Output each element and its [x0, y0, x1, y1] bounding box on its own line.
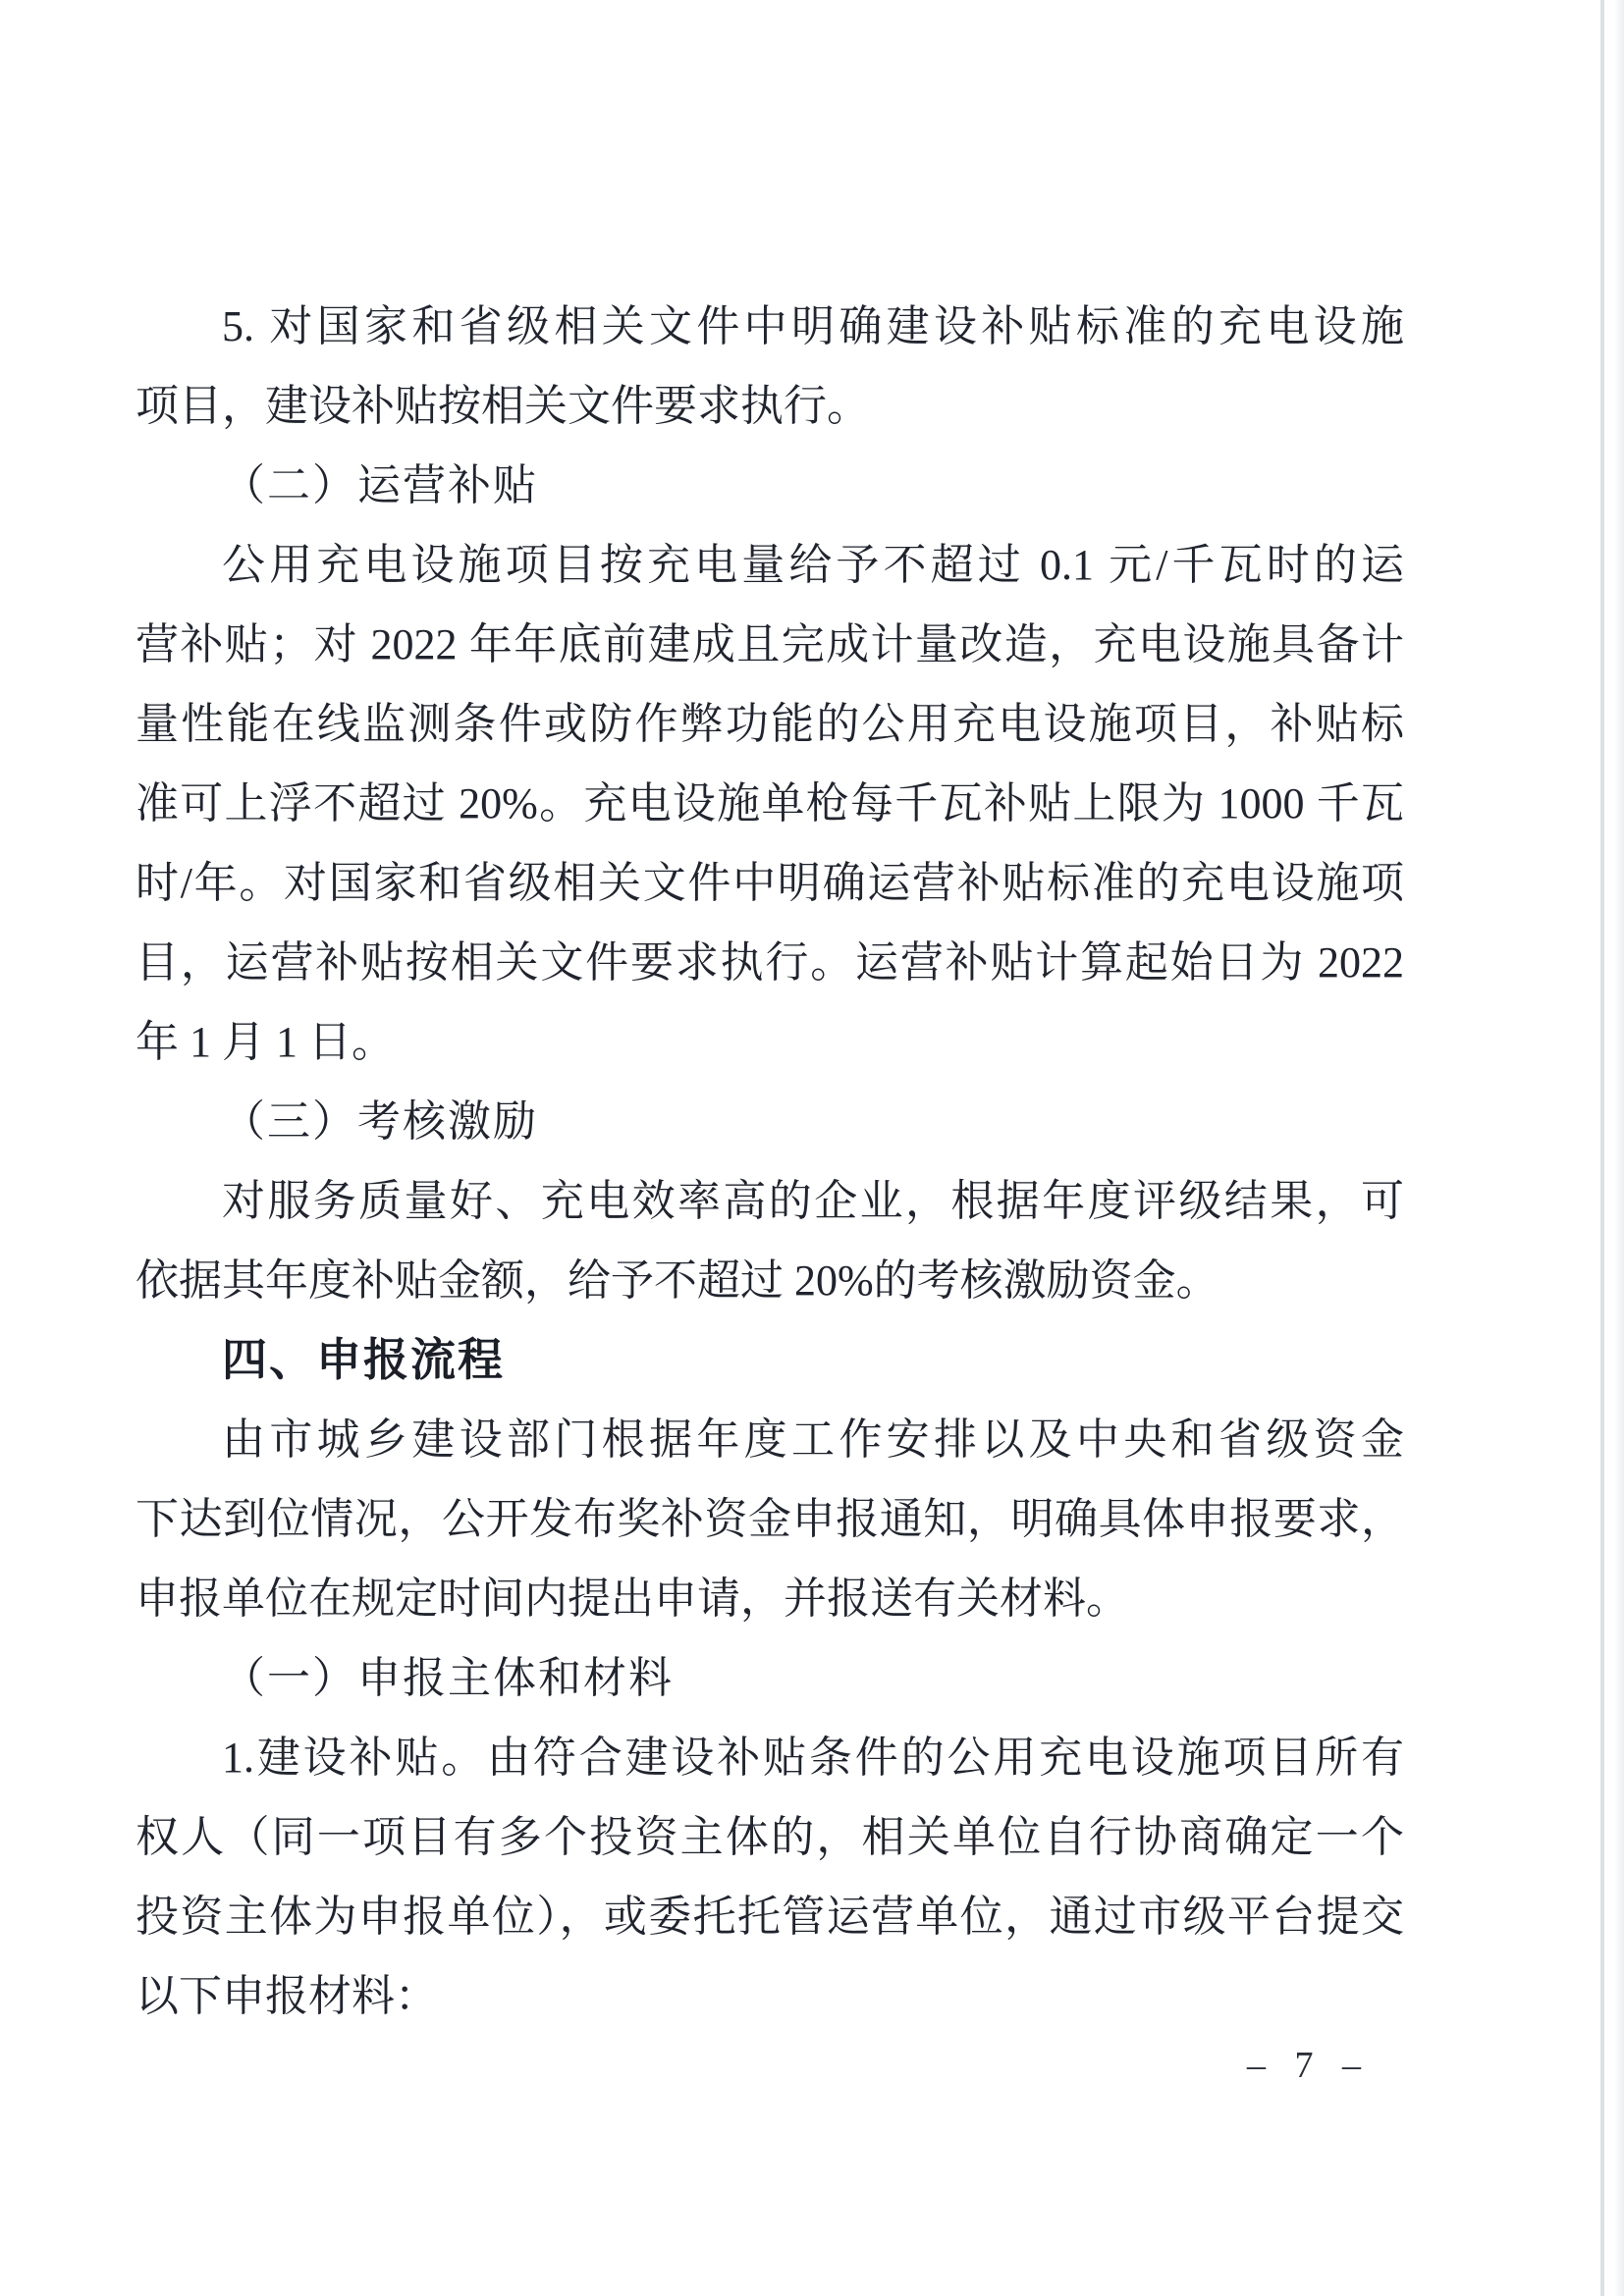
text-line: 5. 对国家和省级相关文件中明确建设补贴标准的充电设施 [222, 302, 1404, 350]
text-line: 时/年。对国家和省级相关文件中明确运营补贴标准的充电设施项 [135, 859, 1404, 907]
text-line: （一）申报主体和材料 [222, 1654, 674, 1702]
page-number: – 7 – [1247, 2045, 1371, 2086]
text-line: 由市城乡建设部门根据年度工作安排以及中央和省级资金 [222, 1415, 1404, 1464]
text-line: 投资主体为申报单位），或委托托管运营单位，通过市级平台提交 [135, 1893, 1404, 1941]
scan-artifact-line [1600, 0, 1604, 2296]
text-line: 四、申报流程 [222, 1334, 505, 1385]
text-line: 年 1 月 1 日。 [135, 1018, 395, 1066]
text-line: （二）运营补贴 [222, 461, 538, 509]
text-line: 下达到位情况，公开发布奖补资金申报通知，明确具体申报要求， [135, 1495, 1404, 1543]
text-line: 目，运营补贴按相关文件要求执行。运营补贴计算起始日为 2022 [135, 938, 1404, 987]
text-line: （三）考核激励 [222, 1097, 538, 1146]
text-line: 1.建设补贴。由符合建设补贴条件的公用充电设施项目所有 [222, 1734, 1404, 1782]
document-body [135, 287, 1404, 2036]
text-line: 申报单位在规定时间内提出申请，并报送有关材料。 [135, 1575, 1129, 1623]
text-line: 营补贴；对 2022 年年底前建成且完成计量改造，充电设施具备计 [135, 620, 1404, 668]
text-line: 对服务质量好、充电效率高的企业，根据年度评级结果，可 [222, 1177, 1404, 1225]
text-line: 权人（同一项目有多个投资主体的，相关单位自行协商确定一个 [135, 1813, 1404, 1861]
text-line: 依据其年度补贴金额，给予不超过 20%的考核激励资金。 [135, 1256, 1219, 1305]
text-line: 公用充电设施项目按充电量给予不超过 0.1 元/千瓦时的运 [222, 541, 1404, 589]
text-line: 以下申报材料： [135, 1972, 438, 2020]
text-line: 项目，建设补贴按相关文件要求执行。 [135, 382, 870, 430]
text-line: 准可上浮不超过 20%。充电设施单枪每千瓦补贴上限为 1000 千瓦 [135, 779, 1404, 828]
text-line: 量性能在线监测条件或防作弊功能的公用充电设施项目，补贴标 [135, 700, 1404, 748]
scan-artifact-edge [1614, 0, 1624, 2296]
